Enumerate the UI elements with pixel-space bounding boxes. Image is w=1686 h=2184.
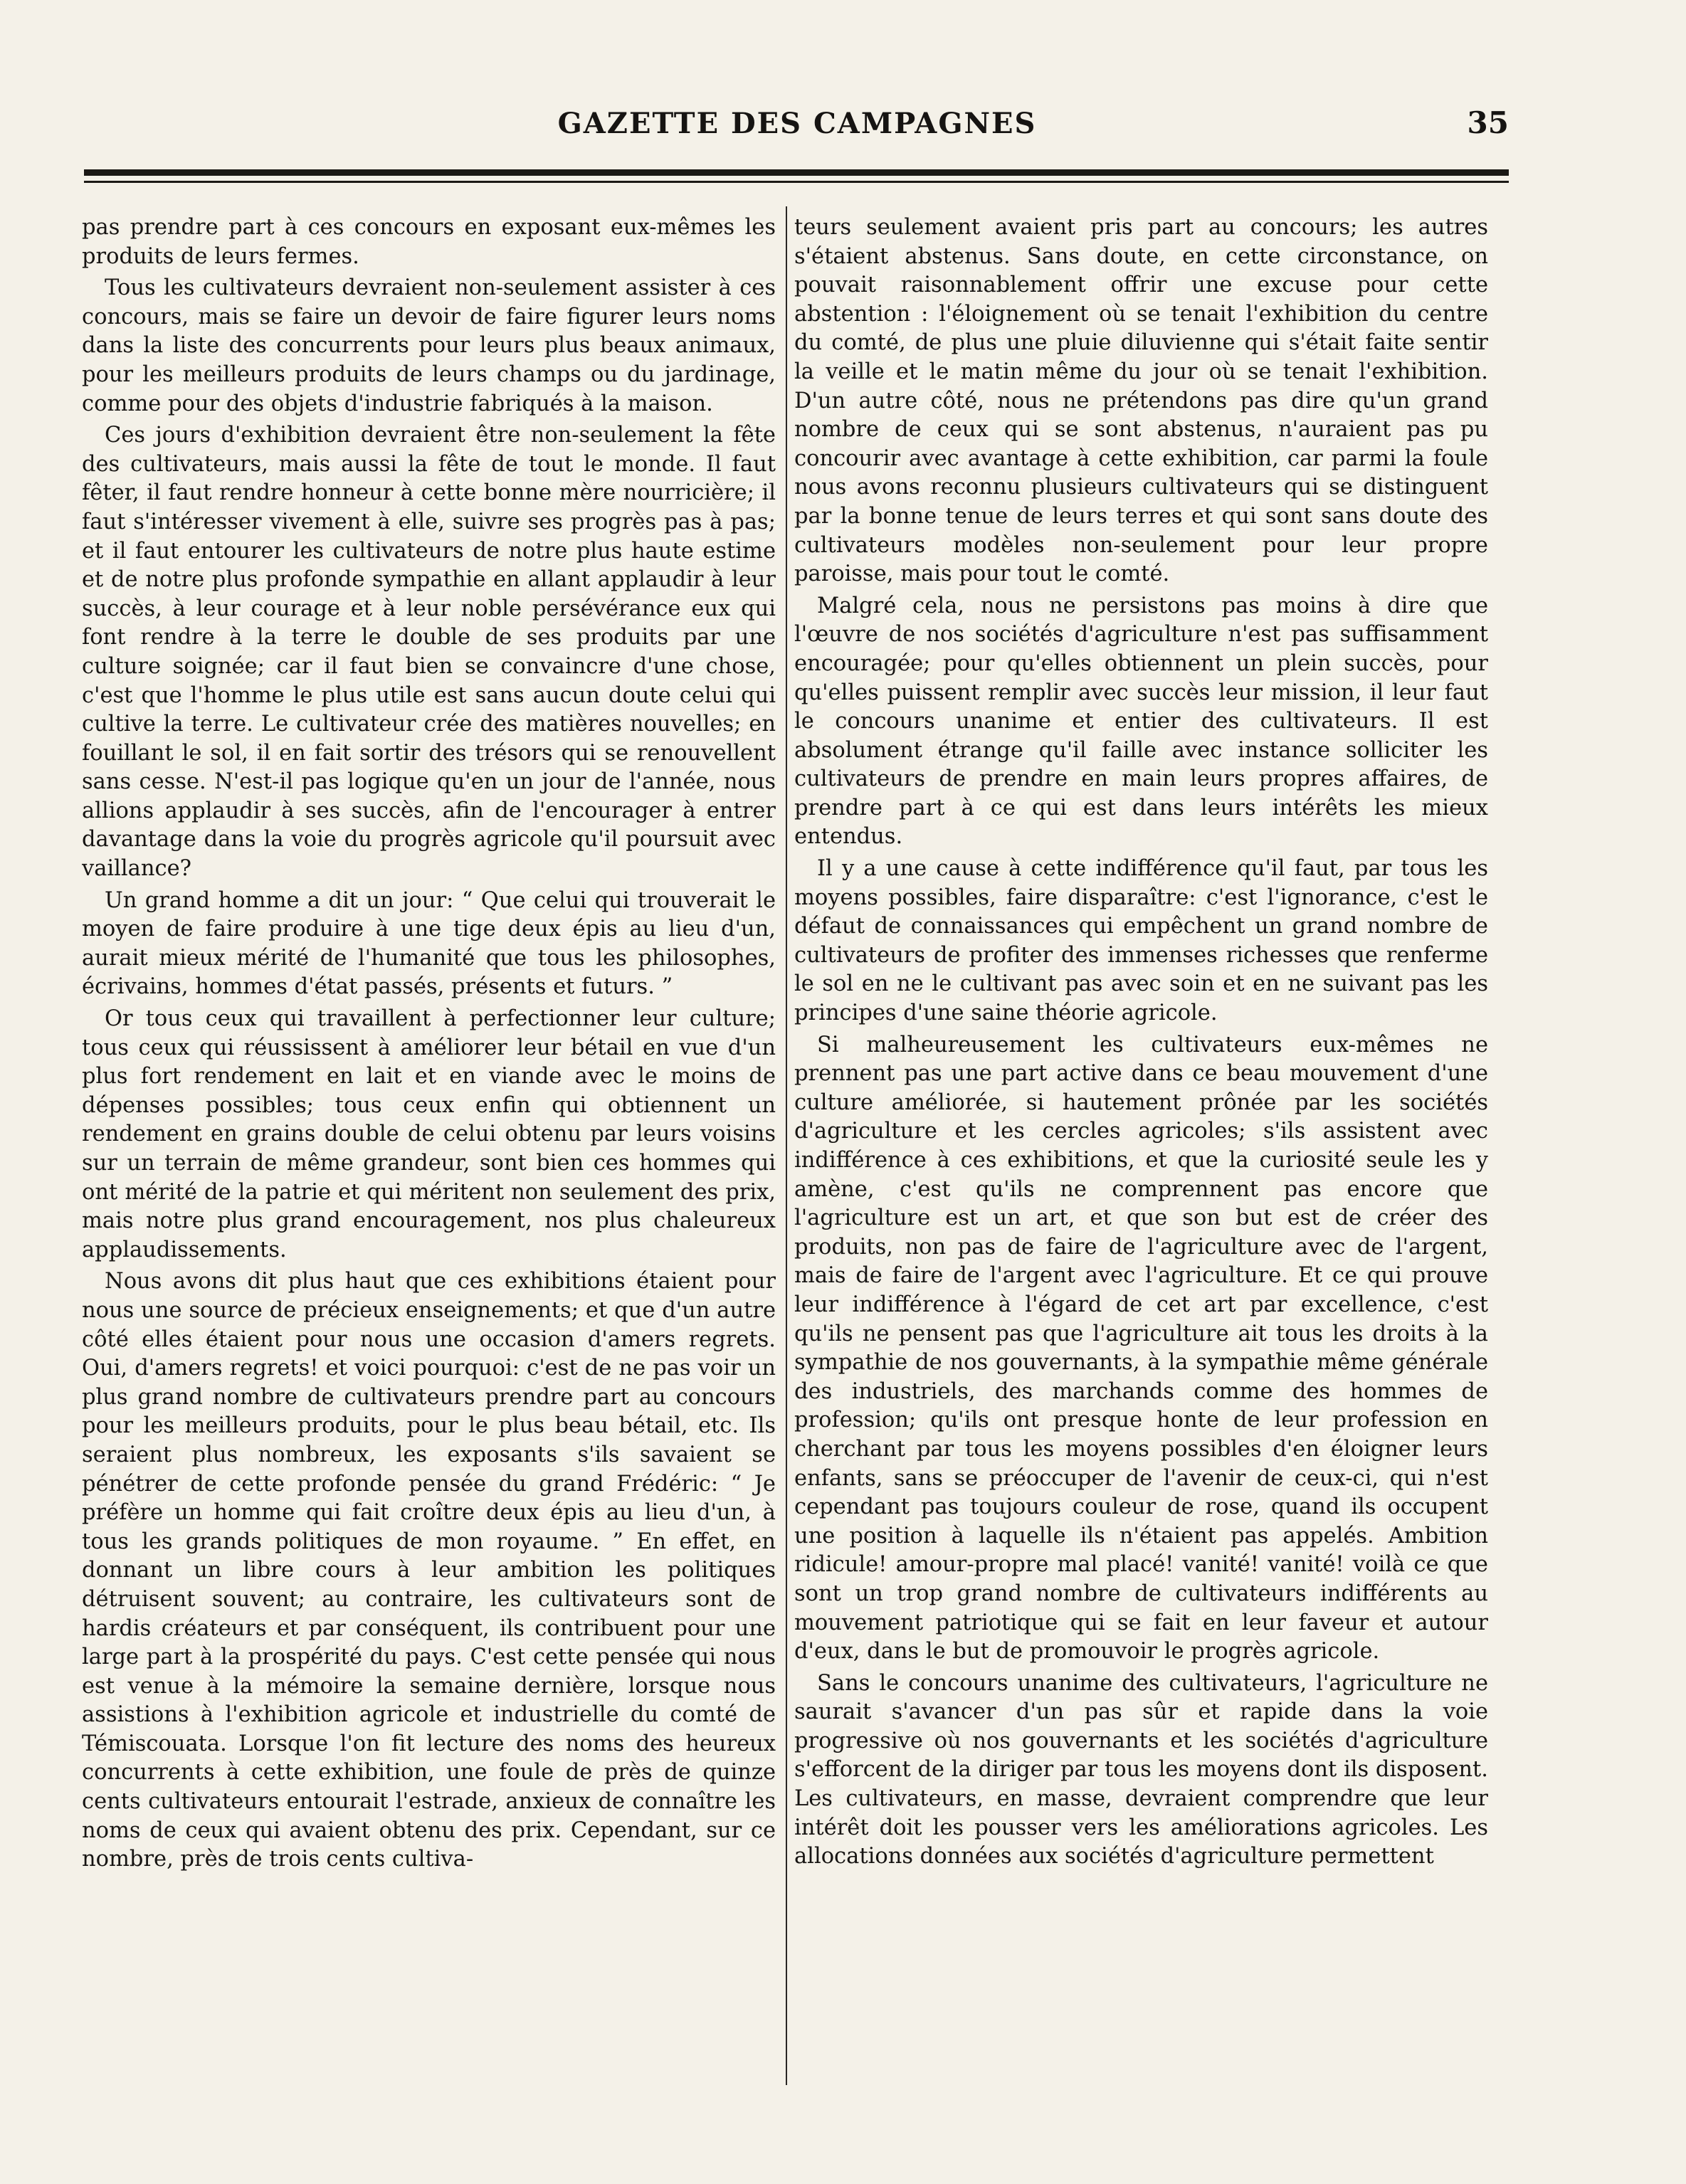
paragraph: Tous les cultivateurs devraient non-seulement assister à ces concours, mais se faire un devoir de faire figurer leurs noms dans la liste des concurrents pour leurs plus beaux animaux, pour les meilleurs produits de leurs champs ou du jardinage, comme pour des objets d'industrie fabriqués à la maison. xyxy=(82,275,776,416)
page-number: 35 xyxy=(1467,105,1509,140)
column-divider xyxy=(786,206,787,2085)
paragraph: Nous avons dit plus haut que ces exhibitions étaient pour nous une source de précieux enseignements; et que d'un autre côté elles étaient pour nous une occasion d'amers regrets. Oui, d'amers regrets! et voici pourquoi: c'est de ne pas voir un plus grand nombre de cultivateurs prendre part au concours pour les meilleurs produits, pour le plus beau bétail, etc. Ils seraient plus nombreux, les exposants s'ils savaient se pénétrer de cette profonde pensée du grand Frédéric: “ Je préfère un homme qui fait croître deux épis au lieu d'un, à tous les grands politiques de mon royaume. ” En effet, en donnant un libre cours à leur ambition les politiques détruisent souvent; au contraire, les cultivateurs sont de hardis créateurs et par conséquent, ils contribuent pour une large part à la prospérité du pays. C'est cette pensée qui nous est venue à la mémoire la semaine dernière, lorsque nous assistions à l'exhibition agricole et industrielle du comté de Témiscouata. Lorsque l'on fit lecture des noms des heureux concurrents à cette exhibition, une foule de près de quinze cents cultivateurs entourait l'estrade, anxieux de connaître les noms de ceux qui avaient obtenu des prix. Cependant, sur ce nombre, près de trois cents cultiva- xyxy=(82,1269,776,1872)
paragraph: teurs seulement avaient pris part au concours; les autres s'étaient abstenus. Sans doute, en cette circonstance, on pouvait raisonnablement offrir une excuse pour cette abstention : l'éloignement où se tenait l'exhibition du centre du comté, de plus une pluie diluvienne qui s'était faite sentir la veille et le matin même du jour où se tenait l'exhibition. D'un autre côté, nous ne prétendons pas dire qu'un grand nombre de ceux qui se sont abstenus, n'auraient pas pu concourir avec avantage à cette exhibition, car parmi la foule nous avons reconnu plusieurs cultivateurs qui se distinguent par la bonne tenue de leurs terres et qui sont sans doute des cultivateurs modèles non-seulement pour leur propre paroisse, mais pour tout le comté. xyxy=(794,215,1488,587)
left-column xyxy=(82,213,776,2099)
paragraph: Si malheureusement les cultivateurs eux-mêmes ne prennent pas une part active dans ce beau mouvement d'une culture améliorée, si hautement prônée par les sociétés d'agriculture et les cercles agricoles; s'ils assistent avec indifférence à ces exhibitions, et que la curiosité seule les y amène, c'est qu'ils ne comprennent pas encore que l'agriculture est un art, et que son but est de créer des produits, non pas de faire de l'agriculture avec de l'argent, mais de faire de l'argent avec l'agriculture. Et ce qui prouve leur indifférence à l'égard de cet art par excellence, c'est qu'ils ne pensent pas que l'agriculture ait tous les droits à la sympathie de nos gouvernants, à la sympathie même générale des industriels, des marchands comme des hommes de profession; qu'ils ont presque honte de leur profession en cherchant par tous les moyens possibles d'en éloigner leurs enfants, sans se préoccuper de l'avenir de ceux-ci, qui n'est cependant pas toujours couleur de rose, quand ils occupent une position à laquelle ils n'étaient pas appelés. Ambition ridicule! amour-propre mal placé! vanité! vanité! voilà ce que sont un trop grand nombre de cultivateurs indifférents au mouvement patriotique qui se fait en leur faveur et autour d'eux, dans le but de promouvoir le progrès agricole. xyxy=(794,1032,1488,1665)
header-rule-thick xyxy=(84,169,1509,176)
page-header xyxy=(85,105,1509,148)
paragraph: Malgré cela, nous ne persistons pas moins à dire que l'œuvre de nos sociétés d'agriculture n'est pas suffisamment encouragée; pour qu'elles obtiennent un plein succès, pour qu'elles puissent remplir avec succès leur mission, il leur faut le concours unanime et entier des cultivateurs. Il est absolument étrange qu'il faille avec instance solliciter les cultivateurs de prendre en main leurs propres affaires, de prendre part à ce qui est dans leurs intérêts les mieux entendus. xyxy=(794,593,1488,850)
paragraph: Ces jours d'exhibition devraient être non-seulement la fête des cultivateurs, mais aussi la fête de tout le monde. Il faut fêter, il faut rendre honneur à cette bonne mère nourricière; il faut s'intéresser vivement à elle, suivre ses progrès pas à pas; et il faut entourer les cultivateurs de notre plus haute estime et de notre plus profonde sympathie en allant applaudir à leur succès, à leur courage et à leur noble persévérance eux qui font rendre à la terre le double de ses produits par une culture soignée; car il faut bien se convaincre d'une chose, c'est que l'homme le plus utile est sans aucun doute celui qui cultive la terre. Le cultivateur crée des matières nouvelles; en fouillant le sol, il en fait sortir des trésors qui se renouvellent sans cesse. N'est-il pas logique qu'en un jour de l'année, nous allions applaudir à ses succès, afin de l'encourager à entrer davantage dans la voie du progrès agricole qu'il poursuit avec vaillance? xyxy=(82,423,776,882)
paragraph: pas prendre part à ces concours en exposant eux-mêmes les produits de leurs fermes. xyxy=(82,215,776,269)
paragraph: Or tous ceux qui travaillent à perfectionner leur culture; tous ceux qui réussissent à améliorer leur bétail en vue d'un plus fort rendement en lait et en viande avec le moins de dépenses possibles; tous ceux enfin qui obtiennent un rendement en grains double de celui obtenu par leurs voisins sur un terrain de même grandeur, sont bien ces hommes qui ont mérité de la patrie et qui méritent non seulement des prix, mais notre plus grand encouragement, nos plus chaleureux applaudissements. xyxy=(82,1006,776,1262)
running-title: GAZETTE DES CAMPAGNES xyxy=(557,107,1037,140)
header-rule-thin xyxy=(84,181,1509,183)
paragraph: Il y a une cause à cette indifférence qu'il faut, par tous les moyens possibles, faire disparaître: c'est l'ignorance, c'est le défaut de connaissances qui empêchent un grand nombre de cultivateurs de profiter des immenses richesses que renferme le sol en ne le cultivant pas avec soin et en ne suivant pas les principes d'une saine théorie agricole. xyxy=(794,856,1488,1026)
right-column xyxy=(794,213,1488,2099)
paragraph: Un grand homme a dit un jour: “ Que celui qui trouverait le moyen de faire produire à une tige deux épis au lieu d'un, aurait mieux mérité de l'humanité que tous les philosophes, écrivains, hommes d'état passés, présents et futurs. ” xyxy=(82,887,776,1000)
paragraph: Sans le concours unanime des cultivateurs, l'agriculture ne saurait s'avancer d'un pas sûr et rapide dans la voie progressive où nos gouvernants et les sociétés d'agriculture s'efforcent de la diriger par tous les moyens dont ils disposent. Les cultivateurs, en masse, devraient comprendre que leur intérêt doit les pousser vers les améliorations agricoles. Les allocations données aux sociétés d'agriculture permettent xyxy=(794,1670,1488,1869)
